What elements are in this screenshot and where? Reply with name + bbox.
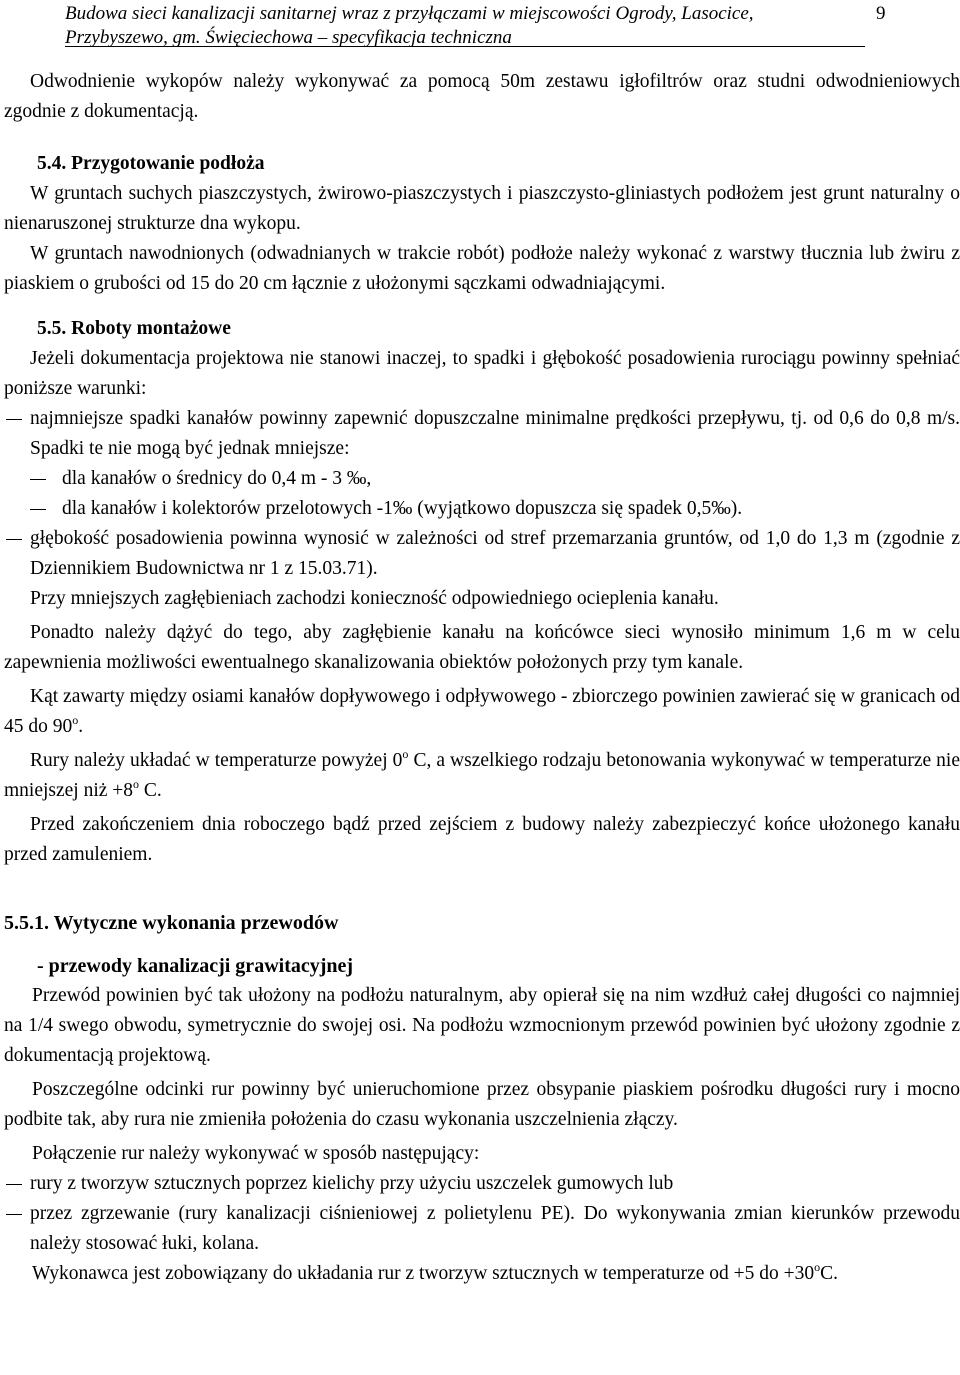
list-subitem-collectors: dla kanałów i kolektorów przelotowych -1‰ (wyjątkowo dopuszcza się spadek 0,5‰). <box>4 494 960 524</box>
header-rule <box>65 46 865 47</box>
header-line-2: Przybyszewo, gm. Święciechowa – specyfikacja techniczna <box>65 27 512 48</box>
list-item-min-slopes: najmniejsze spadki kanałów powinny zapewnić dopuszczalne minimalne prędkości przepływu, tj. od 0,6 do 0,8 m/s. Spadki te nie mogą być jednak mniejsze: <box>4 404 960 464</box>
section-5-5-paragraph-5: Rury należy układać w temperaturze powyżej 0$^o$ C, a wszelkiego rodzaju betonowania wykonywać w temperaturze nie mniejszej niż $+8^o$ C. <box>4 747 960 801</box>
section-5-5-paragraph-6: Przed zakończeniem dnia roboczego bądź przed zejściem z budowy należy zabezpieczyć końce ułożonego kanału przed zamuleniem. <box>4 814 960 865</box>
list-item-depth: głębokość posadowienia powinna wynosić w zależności od stref przemarzania gruntów, od 1,0 do 1,3 m (zgodnie z Dziennikiem Budownictwa nr 1 z 15.03.71). <box>4 524 960 584</box>
section-5-5-heading: 5.5. Roboty montażowe <box>37 318 231 339</box>
section-5-4-paragraph-1: W gruntach suchych piaszczystych, żwirowo-piaszczystych i piaszczysto-gliniastych podłożem jest grunt naturalny o nienaruszonej strukturze dna wykopu. <box>4 183 960 234</box>
section-5-5-1-paragraph-3: Połączenie rur należy wykonywać w sposób następujący: <box>32 1143 480 1164</box>
section-5-5-1-paragraph-1: Przewód powinien być tak ułożony na podłożu naturalnym, aby opierał się na nim wzdłuż całej długości co najmniej na 1/4 swego obwodu, symetrycznie do swojej osi. Na podłożu wzmocnionym przewód powinien być ułożony zgodnie z dokumentacją projektową. <box>4 985 960 1066</box>
section-5-5-1-subheading: - przewody kanalizacji grawitacyjnej <box>37 955 354 977</box>
section-5-4-paragraph-2: W gruntach nawodnionych (odwadnianych w trakcie robót) podłoże należy wykonać z warstwy tłucznia lub żwiru z piaskiem o grubości od 15 do 20 cm łącznie z ułożonymi sączkami odwadniającymi. <box>4 243 960 294</box>
section-5-5-paragraph-2: Przy mniejszych zagłębieniach zachodzi konieczność odpowiedniego ocieplenia kanału. <box>30 588 719 609</box>
section-5-5-paragraph-4: Kąt zawarty między osiami kanałów dopływowego i odpływowego - zbiorczego powinien zawierać się w granicach od 45 do 90$^o$. <box>4 686 960 737</box>
list-item-welding: przez zgrzewanie (rury kanalizacji ciśnieniowej z polietylenu PE). Do wykonywania zmian kierunków przewodu należy stosować łuki, kolana. <box>4 1199 960 1259</box>
section-5-5-1-heading: 5.5.1. Wytyczne wykonania przewodów <box>4 912 339 934</box>
section-5-4-heading: 5.4. Przygotowanie podłoża <box>37 153 265 174</box>
section-5-5-1-paragraph-4: Wykonawca jest zobowiązany do układania rur z tworzyw sztucznych w temperaturze od +5 do $+30^oC$. <box>32 1260 839 1284</box>
section-5-5-paragraph-1: Jeżeli dokumentacja projektowa nie stanowi inaczej, to spadki i głębokość posadowienia rurociągu powinny spełniać poniższe warunki: <box>4 348 960 399</box>
document-body <box>4 67 960 1289</box>
page-number: 9 <box>876 3 886 24</box>
header-line-1: Budowa sieci kanalizacji sanitarnej wraz z przyłączami w miejscowości Ogrody, Lasocice, <box>65 3 754 24</box>
intro-paragraph: Odwodnienie wykopów należy wykonywać za pomocą 50m zestawu igłofiltrów oraz studni odwodnieniowych zgodnie z dokumentacją. <box>4 71 960 122</box>
list-subitem-diameter: dla kanałów o średnicy do 0,4 m - 3 ‰, <box>4 464 960 494</box>
page-header <box>65 2 865 50</box>
list-item-socket-joints: rury z tworzyw sztucznych poprzez kielichy przy użyciu uszczelek gumowych lub <box>4 1169 960 1199</box>
section-5-5-paragraph-3: Ponadto należy dążyć do tego, aby zagłębienie kanału na końcówce sieci wynosiło minimum 1,6 m w celu zapewnienia możliwości ewentualnego skanalizowania obiektów położonych przy tym kanale. <box>4 622 960 673</box>
section-5-5-1-paragraph-2: Poszczególne odcinki rur powinny być unieruchomione przez obsypanie piaskiem pośrodku długości rury i mocno podbite tak, aby rura nie zmieniła położenia do czasu wykonania uszczelnienia złączy. <box>4 1079 960 1130</box>
